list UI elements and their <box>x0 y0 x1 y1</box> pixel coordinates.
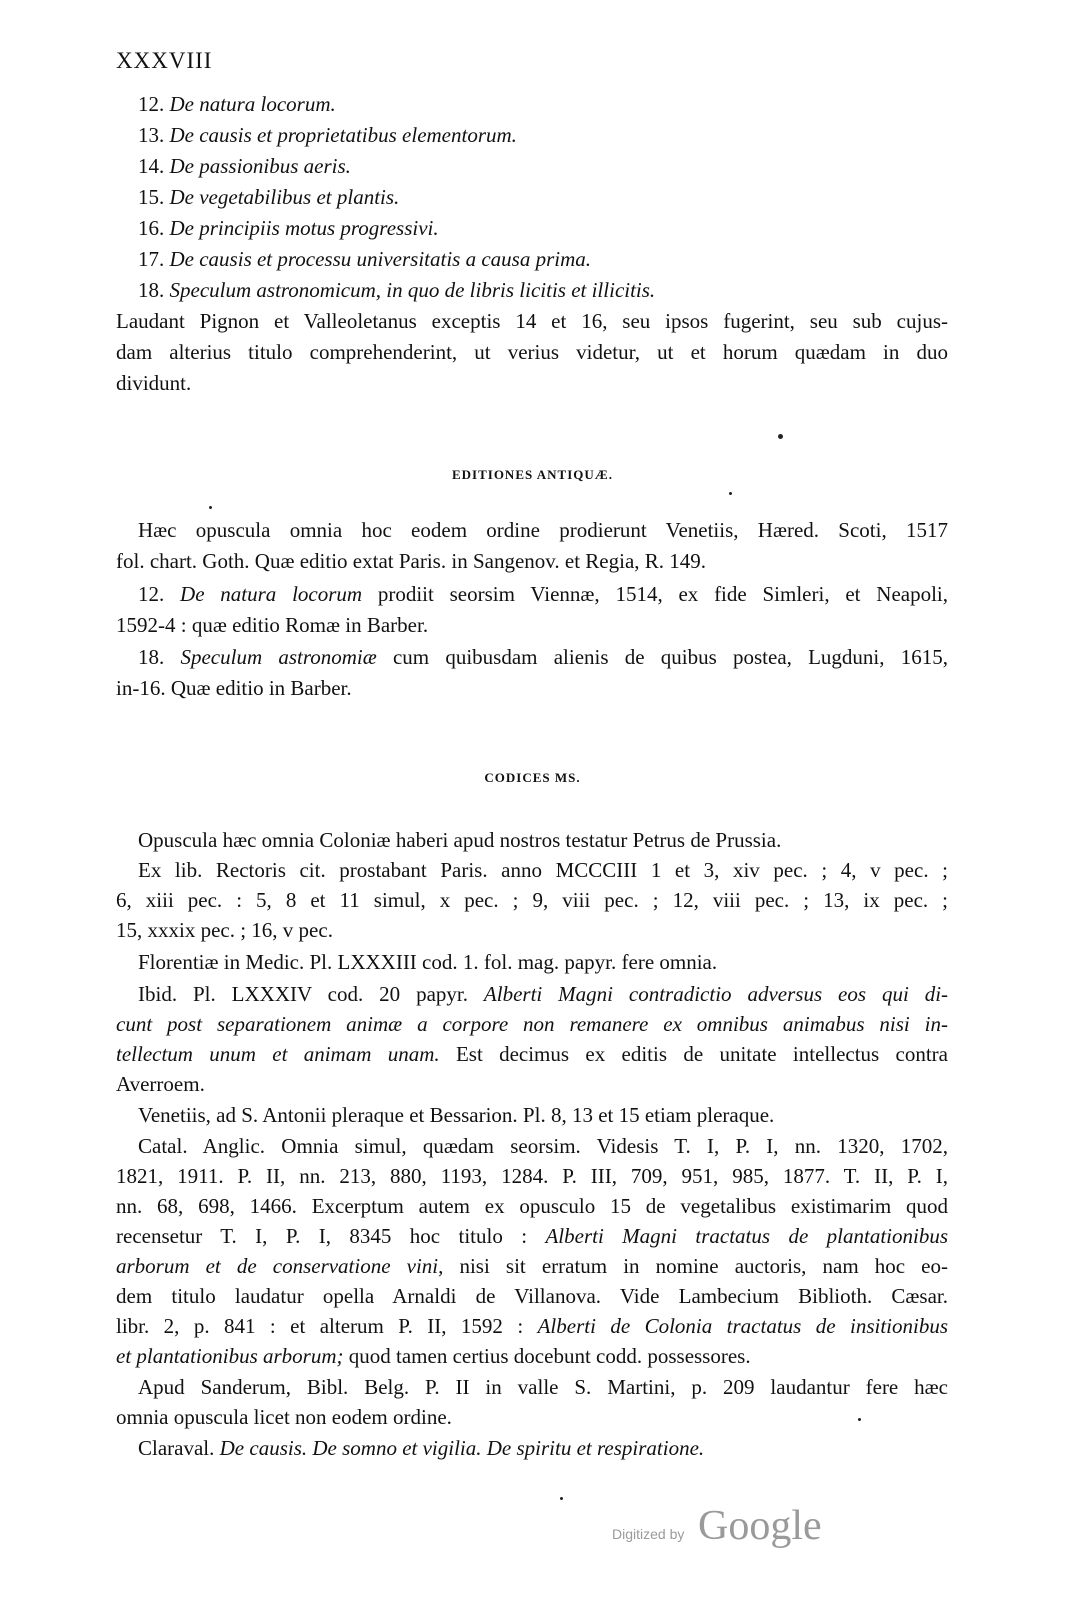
list-item: 17. De causis et processu universitatis a causa prima. <box>138 247 592 271</box>
paragraph-line: 1592-4 : quæ editio Romæ in Barber. <box>116 613 429 637</box>
paragraph-line: tellectum unum et animam unam. Est decimus ex editis de unitate intellectus contra <box>116 1042 948 1066</box>
digitized-by-google-watermark <box>612 1502 872 1552</box>
paragraph-line: dividunt. <box>116 371 192 395</box>
page-number: XXXVIII <box>116 48 213 73</box>
list-item: 13. De causis et proprietatibus elementorum. <box>138 123 517 147</box>
paragraph-line: dem titulo laudatur opella Arnaldi de Villanova. Vide Lambecium Biblioth. Cæsar. <box>116 1284 948 1308</box>
paragraph-line: fol. chart. Goth. Quæ editio extat Paris. in Sangenov. et Regia, R. 149. <box>116 549 707 573</box>
section-heading-codices: CODICES MS. <box>484 770 581 785</box>
paragraph-line: Claraval. De causis. De somno et vigilia. De spiritu et respiratione. <box>138 1436 705 1460</box>
paragraph-line: 18. Speculum astronomiæ cum quibusdam alienis de quibus postea, Lugduni, 1615, <box>138 645 948 669</box>
list-item: 16. De principiis motus progressivi. <box>138 216 439 240</box>
paragraph-line: Catal. Anglic. Omnia simul, quædam seorsim. Videsis T. I, P. I, nn. 1320, 1702, <box>138 1134 948 1158</box>
ink-speck <box>858 1418 861 1421</box>
paragraph-line: Ex lib. Rectoris cit. prostabant Paris. anno MCCCIII 1 et 3, xiv pec. ; 4, v pec. ; <box>138 858 948 882</box>
ink-speck <box>560 1497 563 1500</box>
list-item: 14. De passionibus aeris. <box>138 154 351 178</box>
google-logo: Google <box>698 1503 822 1549</box>
paragraph-line: Hæc opuscula omnia hoc eodem ordine prodierunt Venetiis, Hæred. Scoti, 1517 <box>138 518 948 542</box>
paragraph-line: Florentiæ in Medic. Pl. LXXXIII cod. 1. fol. mag. papyr. fere omnia. <box>138 950 718 974</box>
paragraph-line: omnia opuscula licet non eodem ordine. <box>116 1405 452 1429</box>
paragraph-line: et plantationibus arborum; quod tamen certius docebunt codd. possessores. <box>116 1344 751 1368</box>
paragraph-line: nn. 68, 698, 1466. Excerptum autem ex opusculo 15 de vegetalibus existimarim quod <box>116 1194 948 1218</box>
ink-speck <box>778 434 783 439</box>
paragraph-line: Laudant Pignon et Valleoletanus exceptis 14 et 16, seu ipsos fugerint, seu sub cujus- <box>116 309 948 333</box>
paragraph-line: arborum et de conservatione vini, nisi sit erratum in nomine auctoris, nam hoc eo- <box>116 1254 948 1278</box>
paragraph-line: 1821, 1911. P. II, nn. 213, 880, 1193, 1284. P. III, 709, 951, 985, 1877. T. II, P. I, <box>116 1164 948 1188</box>
list-item: 18. Speculum astronomicum, in quo de libris licitis et illicitis. <box>138 278 656 302</box>
list-item: 15. De vegetabilibus et plantis. <box>138 185 400 209</box>
digitized-label: Digitized by <box>612 1526 685 1542</box>
paragraph-line: 6, xiii pec. : 5, 8 et 11 simul, x pec. ; 9, viii pec. ; 12, viii pec. ; 13, ix pec. ; <box>116 888 948 912</box>
paragraph-line: 12. De natura locorum prodiit seorsim Viennæ, 1514, ex fide Simleri, et Neapoli, <box>138 582 949 606</box>
paragraph-line: 15, xxxix pec. ; 16, v pec. <box>116 918 333 942</box>
paragraph-line: dam alterius titulo comprehenderint, ut verius videtur, ut et horum quædam in duo <box>116 340 948 364</box>
list-item: 12. De natura locorum. <box>138 92 336 116</box>
section-heading-editiones: EDITIONES ANTIQUÆ. <box>451 467 614 482</box>
paragraph-line: Apud Sanderum, Bibl. Belg. P. II in valle S. Martini, p. 209 laudantur fere hæc <box>138 1375 948 1399</box>
paragraph-line: Averroem. <box>116 1072 205 1096</box>
paragraph-line: Venetiis, ad S. Antonii pleraque et Bessarion. Pl. 8, 13 et 15 etiam pleraque. <box>138 1103 775 1127</box>
paragraph-line: in-16. Quæ editio in Barber. <box>116 676 352 700</box>
paragraph-line: cunt post separationem animæ a corpore non remanere ex omnibus animabus nisi in- <box>116 1012 948 1036</box>
paragraph-line: Opuscula hæc omnia Coloniæ haberi apud nostros testatur Petrus de Prussia. <box>138 828 782 852</box>
paragraph-line: recensetur T. I, P. I, 8345 hoc titulo : Alberti Magni tractatus de plantationibus <box>116 1224 948 1248</box>
paragraph-line: libr. 2, p. 841 : et alterum P. II, 1592 : Alberti de Colonia tractatus de insitionibus <box>116 1314 949 1338</box>
ink-speck <box>729 492 732 495</box>
paragraph-line: Ibid. Pl. LXXXIV cod. 20 papyr. Alberti Magni contradictio adversus eos qui di- <box>138 982 949 1006</box>
ink-speck <box>209 506 212 509</box>
